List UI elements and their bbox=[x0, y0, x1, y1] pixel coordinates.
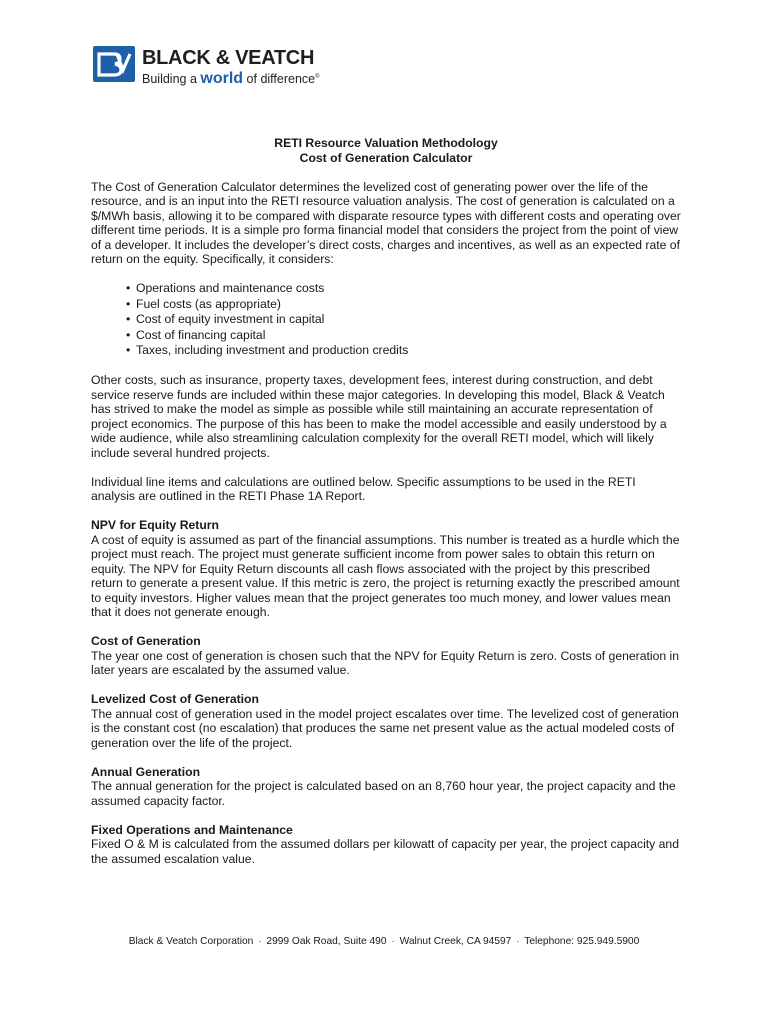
document-title-line-2: Cost of Generation Calculator bbox=[299, 150, 473, 165]
list-item-text: Cost of equity investment in capital bbox=[136, 312, 325, 326]
footer-city: Walnut Creek, CA 94597 bbox=[399, 936, 512, 947]
list-item bbox=[126, 297, 681, 313]
section-fixed-om bbox=[91, 823, 681, 867]
list-item-text: Fuel costs (as appropriate) bbox=[136, 296, 281, 311]
tagline-world: world bbox=[200, 70, 244, 87]
section-heading: Cost of Generation bbox=[91, 634, 201, 648]
section-body: The year one cost of generation is chosen such that the NPV for Equity Return is zero. Costs of generation in later years are escalated by the assumed value. bbox=[91, 648, 680, 677]
section-body: The annual cost of generation used in the model project escalates over time. The levelized cost of generation is the constant cost (no escalation) that produces the same net present value as the actual modeled costs of generation over the life of the project. bbox=[91, 706, 679, 750]
bv-logo-icon bbox=[93, 46, 135, 82]
bullet-icon: • bbox=[126, 327, 131, 342]
list-item-text: Taxes, including investment and production credits bbox=[136, 343, 409, 357]
section-body: Fixed O & M is calculated from the assumed dollars per kilowatt of capacity per year, the project capacity and the assumed escalation value. bbox=[91, 837, 679, 866]
tagline-post: of difference bbox=[246, 72, 316, 86]
registered-mark: ® bbox=[315, 73, 320, 80]
section-annual-generation bbox=[91, 765, 681, 809]
logo-text bbox=[142, 46, 320, 87]
list-item bbox=[126, 312, 681, 328]
section-body: The annual generation for the project is calculated based on an 8,760 hour year, the project capacity and the assumed capacity factor. bbox=[91, 779, 676, 808]
other-costs-paragraph: Other costs, such as insurance, property taxes, development fees, interest during construction, and debt service reserve funds are included within these major categories. In developing this model, Black & Veatch has strived to make the model as simple as possible while still maintaining an accurate representation of project economics. The purpose of this has been to make the model accessible and easily understood by a wide audience, while also streamlining calculation complexity for the overall RETI model, which will likely include several hundred projects. bbox=[91, 373, 667, 460]
section-heading: Levelized Cost of Generation bbox=[91, 692, 259, 706]
list-item-text: Operations and maintenance costs bbox=[136, 281, 325, 295]
list-item-text: Cost of financing capital bbox=[136, 327, 266, 342]
section-npv-equity-return bbox=[91, 518, 681, 620]
footer-separator: · bbox=[258, 936, 262, 947]
bullet-icon: • bbox=[126, 281, 131, 295]
section-heading: Fixed Operations and Maintenance bbox=[91, 822, 293, 837]
list-item bbox=[126, 281, 681, 297]
company-name: BLACK & VEATCH bbox=[142, 47, 315, 69]
footer-telephone: Telephone: 925.949.5900 bbox=[524, 936, 640, 947]
list-item bbox=[126, 328, 681, 344]
company-logo bbox=[93, 46, 320, 87]
section-body: A cost of equity is assumed as part of the financial assumptions. This number is treated as a hurdle which the project must reach. The project must generate sufficient income from power sales to obtain this return on equity. The NPV for Equity Return discounts all cash flows associated with the project by this prescribed return to generate a present value. If this metric is zero, the project is returning exactly the prescribed amount to equity investors. Higher values mean that the project generates too much money, and lower values mean that it does not generate enough. bbox=[91, 532, 680, 619]
bullet-icon: • bbox=[126, 296, 131, 311]
considerations-list bbox=[91, 281, 681, 359]
footer-address: 2999 Oak Road, Suite 490 bbox=[266, 936, 387, 947]
footer-separator: · bbox=[391, 936, 395, 947]
section-cost-of-generation bbox=[91, 634, 681, 678]
bullet-icon: • bbox=[126, 312, 131, 326]
list-item bbox=[126, 343, 681, 359]
tagline-pre: Building a bbox=[142, 72, 197, 86]
document-body bbox=[91, 136, 681, 866]
section-levelized-cost bbox=[91, 692, 681, 750]
document-title-line-1: RETI Resource Valuation Methodology bbox=[274, 136, 498, 150]
section-heading: NPV for Equity Return bbox=[91, 518, 219, 532]
bullet-icon: • bbox=[126, 343, 131, 357]
page-footer bbox=[0, 936, 768, 947]
line-items-paragraph: Individual line items and calculations are outlined below. Specific assumptions to be used in the RETI analysis are outlined in the RETI Phase 1A Report. bbox=[91, 474, 636, 503]
footer-company: Black & Veatch Corporation bbox=[128, 936, 254, 947]
company-tagline bbox=[142, 71, 320, 87]
footer-separator: · bbox=[516, 936, 520, 947]
section-heading: Annual Generation bbox=[91, 764, 201, 779]
intro-paragraph: The Cost of Generation Calculator determines the levelized cost of generating power over the life of the resource, and is an input into the RETI resource valuation analysis. The cost of generation is calculated on a $/MWh basis, allowing it to be compared with disparate resource types with different costs and operating over different time periods. It is a simple pro forma financial model that considers the project from the point of view of a developer. It includes the developer’s direct costs, charges and incentives, as well as an expected rate of return on the equity. Specifically, it considers: bbox=[91, 179, 681, 266]
